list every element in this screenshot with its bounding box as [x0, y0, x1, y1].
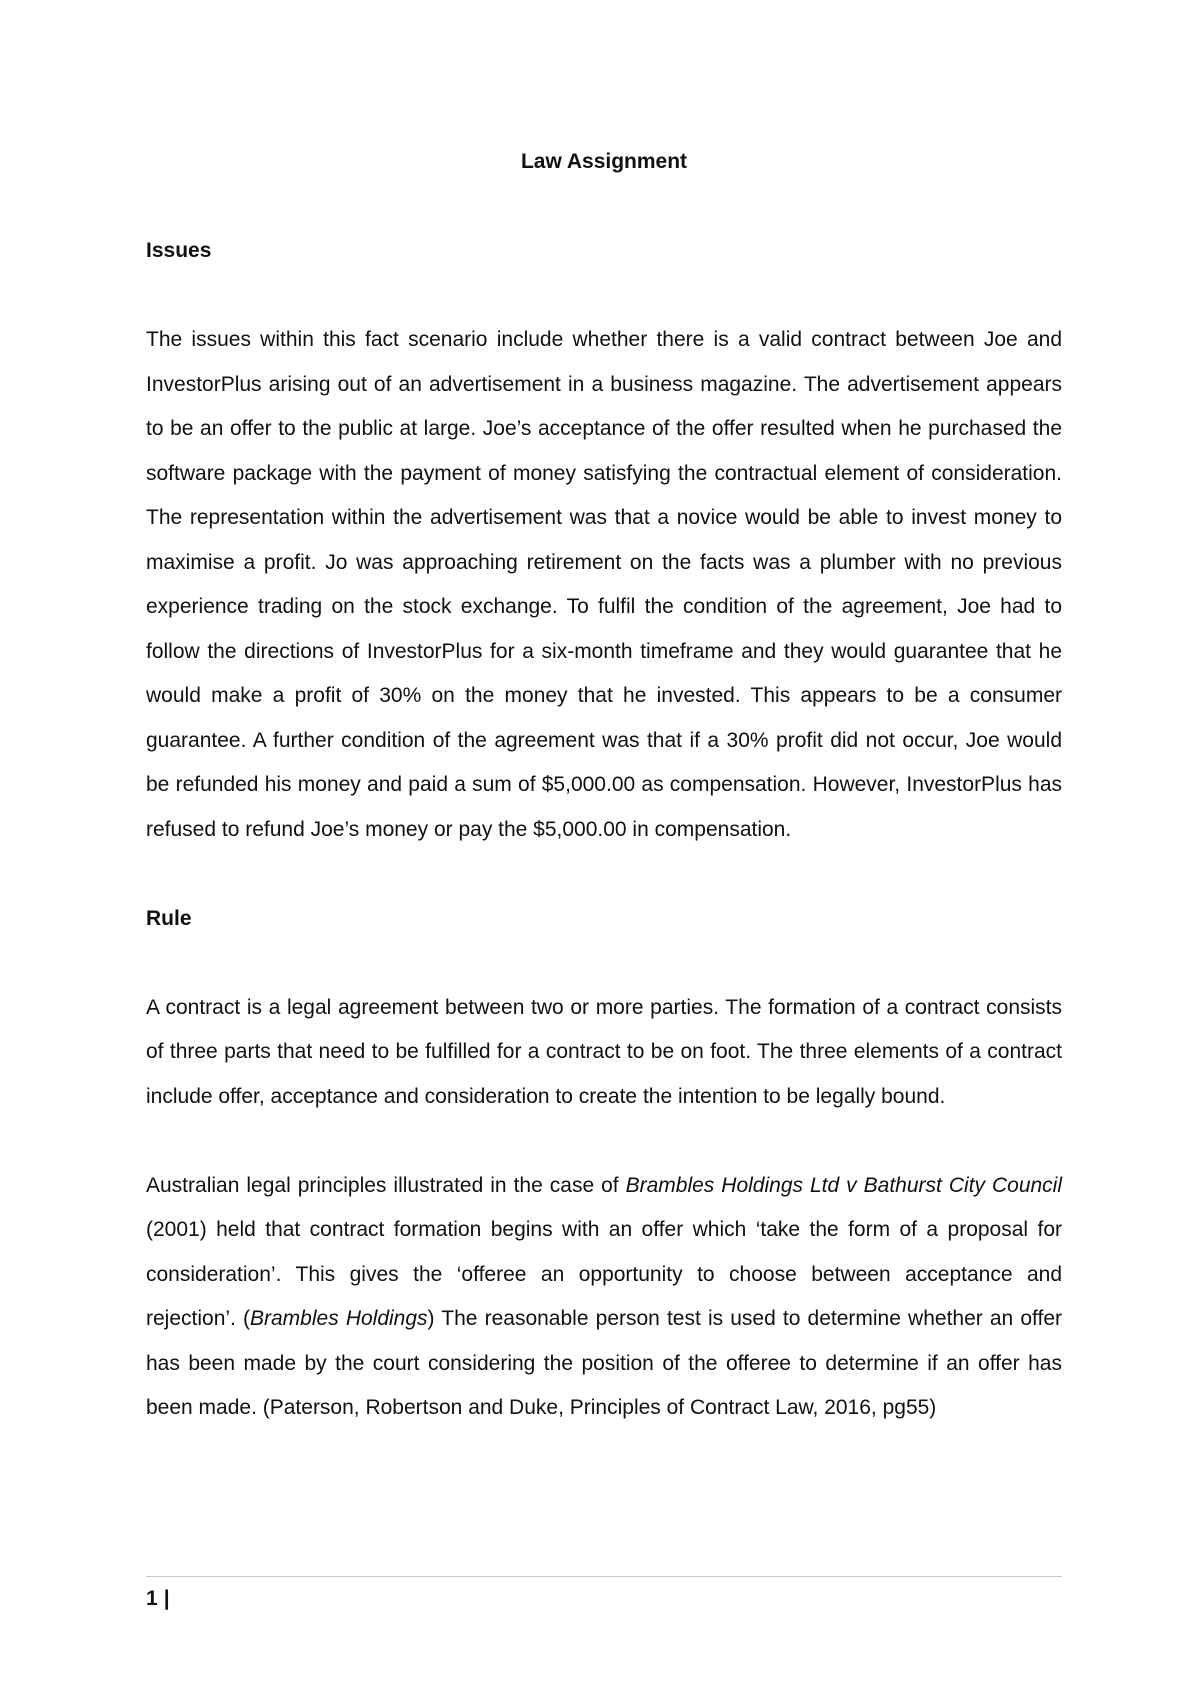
footer-divider — [146, 1576, 1062, 1577]
rule-paragraph-2-text-a: Australian legal principles illustrated in the case of — [146, 1173, 626, 1197]
spacer — [146, 185, 1062, 230]
rule-heading: Rule — [146, 906, 192, 930]
spacer — [146, 941, 1062, 986]
spacer — [146, 274, 1062, 319]
page-footer — [146, 1584, 170, 1614]
page-number-separator: | — [163, 1587, 170, 1610]
document-body — [146, 140, 1062, 1431]
document-title: Law Assignment — [520, 150, 688, 173]
issues-paragraph: The issues within this fact scenario include whether there is a valid contract between Joe and InvestorPlus arising out of an advertisement in a business magazine. The advertisement appears to be an offer to the public at large. Joe’s acceptance of the offer resulted when he purchased the software package with the payment of money satisfying the contractual element of consideration. The representation within the advertisement was that a novice would be able to invest money to maximise a profit. Jo was approaching retirement on the facts was a plumber with no previous experience trading on the stock exchange. To fulfil the condition of the agreement, Joe had to follow the directions of InvestorPlus for a six-month timeframe and they would guarantee that he would make a profit of 30% on the money that he invested. This appears to be a consumer guarantee. A further condition of the agreement was that if a 30% profit did not occur, Joe would be refunded his money and paid a sum of $5,000.00 as compensation. However, InvestorPlus has refused to refund Joe’s money or pay the $5,000.00 in compensation. — [146, 328, 1062, 841]
rule-paragraph-2-text-c: ) The reasonable person test is used to determine whether an offer has been made by the court considering the position of the offeree to determine if an offer has been made. (Paterson, Robertson and Duke, Principles of Contract Law, 2016, pg55) — [146, 1307, 1063, 1419]
case-citation: Brambles Holdings Ltd v Bathurst City Council — [625, 1173, 1063, 1197]
spacer — [146, 852, 1062, 897]
issues-heading: Issues — [146, 239, 212, 262]
rule-paragraph-2-text-b: (2001) held that contract formation begins with an offer which ‘take the form of a proposal for consideration’. This gives the ‘offeree an opportunity to choose between acceptance and rejection’. ( — [146, 1218, 1062, 1330]
rule-paragraph-1: A contract is a legal agreement between two or more parties. The formation of a contract consists of three parts that need to be fulfilled for a contract to be on foot. The three elements of a contract include offer, acceptance and consideration to create the intention to be legally bound. — [146, 995, 1062, 1108]
page-number: 1 — [146, 1587, 158, 1610]
short-case-citation: Brambles Holdings — [250, 1307, 428, 1330]
spacer — [146, 1119, 1062, 1164]
rule-paragraph-2 — [146, 1164, 1062, 1431]
